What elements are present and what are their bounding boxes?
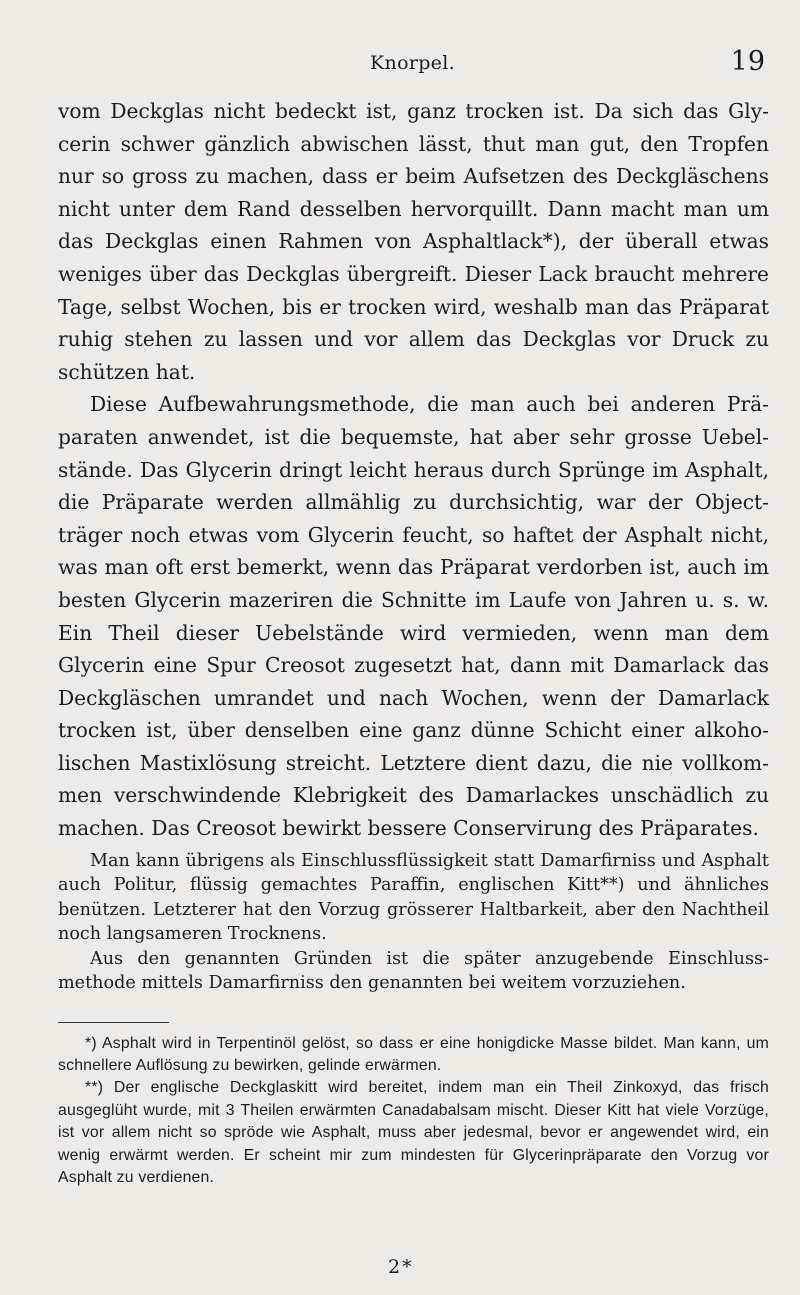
footnote-asphalt: *) Asphalt wird in Terpentinöl gelöst, so dass er eine honigdicke Masse bildet. Man kann, um schnellere Auflösung zu bewirken, gelinde erwärmen. [58,1034,769,1075]
paragraph-methods: Diese Aufbewahrungsmethode, die man auch bei anderen Präparaten anwendet, ist die bequemste, hat aber sehr grosse Uebelstände. Das Glycerin dringt leicht heraus durch Sprünge im Asphalt, die Präparate werden allmählig zu durchsichtig, war der Objectträger noch etwas vom Glycerin feucht, so haftet der Asphalt nicht, was man oft erst bemerkt, wenn das Präparat verdorben ist, auch im besten Glycerin mazeriren die Schnitte im Laufe von Jahren u. s. w. Ein Theil dieser Uebelstände wird vermieden, wenn man dem Glycerin eine Spur Creosot zugesetzt hat, dann mit Damarlack das Deckgläschen umrandet und nach Wochen, wenn der Damarlack trocken ist, über denselben eine ganz dünne Schicht einer alkoholischen Mastixlösung streicht. Letztere dient dazu, die nie vollkommen verschwindende Klebrigkeit des Damarlackes unschädlich zu machen. Das Creosot bewirkt bessere Conservirung des Präparates. [58,392,769,841]
running-title: Knorpel. [370,52,455,74]
running-header [60,46,765,82]
small-paragraph-alternatives: Man kann übrigens als Einschlussflüssigkeit statt Damarfirniss und Asphalt auch Politur, flüssig gemachtes Paraffin, englischen Kitt**) und ähnliches benützen. Letzterer hat den Vorzug grösserer Haltbarkeit, aber den Nachtheil noch langsameren Trocknens. [58,850,769,945]
small-paragraph-recommendation: Aus den genannten Gründen ist die später anzugebende Einschlussmethode mittels Damarfirniss den genannten bei weitem vorzuziehen. [58,948,769,994]
small-print-text [58,849,769,996]
signature-mark: 2* [388,1256,414,1278]
paragraph-continuation: vom Deckglas nicht bedeckt ist, ganz trocken ist. Da sich das Glycerin schwer gänzlich abwischen lässt, thut man gut, den Tropfen nur so gross zu machen, dass er beim Aufsetzen des Deckgläschens nicht unter dem Rand desselben hervorquillt. Dann macht man um das Deckglas einen Rahmen von Asphaltlack*), der überall etwas weniges über das Deckglas übergreift. Dieser Lack braucht mehrere Tage, selbst Wochen, bis er trocken wird, weshalb man das Präparat ruhig stehen zu lassen und vor allem das Deckglas vor Druck zu schützen hat. [58,99,769,384]
footnote-separator [58,1022,169,1023]
footnote-kitt: **) Der englische Deckglaskitt wird bereitet, indem man ein Theil Zinkoxyd, das frisch ausgeglüht wurde, mit 3 Theilen erwärmten Canadabalsam mischt. Dieser Kitt hat viele Vorzüge, ist vor allem nicht so spröde wie Asphalt, muss aber jedesmal, bevor er angewendet wird, ein wenig erwärmt werden. Er scheint mir zum mindesten für Glycerinpräparate den Vorzug vor Asphalt zu verdienen. [58,1079,769,1187]
page-body [58,95,769,1190]
page-number: 19 [730,46,765,77]
main-text [58,95,769,845]
footnotes [58,1033,769,1190]
